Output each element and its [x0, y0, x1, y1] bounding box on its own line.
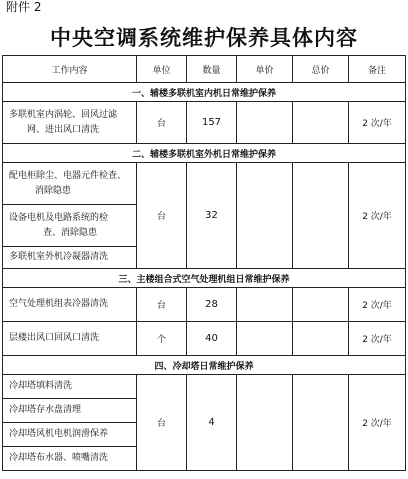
unit-cell: 台 [137, 375, 187, 471]
work-item-line: 冷却塔布水器、喷嘴清洗 [9, 453, 109, 463]
work-item [3, 288, 137, 322]
work-item-line: 层楼出风口回风口清洗 [9, 333, 100, 343]
work-item-line: 查、消除隐患 [43, 227, 98, 238]
remarks-cell: 2 次/年 [349, 102, 406, 144]
quantity-cell: 157 [187, 102, 237, 144]
section-heading: 三、主楼组合式空气处理机组日常维护保养 [3, 269, 406, 288]
unit-cell: 台 [137, 288, 187, 322]
unit-price-cell [237, 375, 293, 471]
quantity-cell: 40 [187, 322, 237, 356]
total-price-cell [293, 375, 349, 471]
work-item [3, 163, 137, 205]
work-item-line: 网、进出风口清洗 [27, 124, 100, 135]
quantity-cell: 28 [187, 288, 237, 322]
table-row [3, 375, 406, 399]
table-row [3, 163, 406, 205]
section-heading-row [3, 269, 406, 288]
unit-price-cell [237, 322, 293, 356]
work-item-line: 设备电机及电路系统的检 [9, 212, 109, 223]
work-item [3, 399, 137, 423]
work-item-line: 冷却塔风机电机润滑保养 [9, 429, 109, 439]
header-total-price: 总价 [293, 56, 349, 83]
remarks-cell: 2 次/年 [349, 163, 406, 269]
document-title: 中央空调系统维护保养具体内容 [50, 26, 358, 50]
remarks-cell: 2 次/年 [349, 375, 406, 471]
work-item-line: 空气处理机组表冷器清洗 [9, 299, 109, 309]
work-item-line: 多联机室内涡轮、回风过滤 [9, 109, 118, 120]
work-item-line: 冷却塔存水盘清理 [9, 405, 82, 415]
section-heading: 四、冷却塔日常维护保养 [3, 356, 406, 375]
quantity-cell: 32 [187, 163, 237, 269]
total-price-cell [293, 163, 349, 269]
maintenance-table [2, 55, 406, 471]
remarks-cell: 2 次/年 [349, 322, 406, 356]
work-item [3, 322, 137, 356]
total-price-cell [293, 102, 349, 144]
header-row [3, 56, 406, 83]
total-price-cell [293, 322, 349, 356]
unit-cell: 台 [137, 102, 187, 144]
unit-price-cell [237, 102, 293, 144]
unit-cell: 个 [137, 322, 187, 356]
work-item-line: 配电柜除尘、电器元件检查、 [9, 170, 127, 181]
header-remarks: 备注 [349, 56, 406, 83]
section-heading: 一、辅楼多联机室内机日常维护保养 [3, 83, 406, 102]
header-work-content: 工作内容 [3, 56, 137, 83]
work-item-line: 消除隐患 [35, 185, 72, 196]
table-row [3, 288, 406, 322]
work-item [3, 375, 137, 399]
work-item [3, 423, 137, 447]
work-item [3, 205, 137, 247]
header-unit-price: 单价 [237, 56, 293, 83]
header-unit: 单位 [137, 56, 187, 83]
attachment-label: 附件 2 [6, 0, 42, 14]
work-item [3, 447, 137, 471]
unit-cell: 台 [137, 163, 187, 269]
header-quantity: 数量 [187, 56, 237, 83]
section-heading-row [3, 83, 406, 102]
work-item [3, 102, 137, 144]
work-item-line: 冷却塔填料清洗 [9, 381, 73, 391]
table-row [3, 322, 406, 356]
unit-price-cell [237, 163, 293, 269]
section-heading: 二、辅楼多联机室外机日常维护保养 [3, 144, 406, 163]
work-item-line: 多联机室外机冷凝器清洗 [9, 252, 109, 262]
table-row [3, 102, 406, 144]
unit-price-cell [237, 288, 293, 322]
work-item [3, 247, 137, 269]
remarks-cell: 2 次/年 [349, 288, 406, 322]
quantity-cell: 4 [187, 375, 237, 471]
total-price-cell [293, 288, 349, 322]
section-heading-row [3, 144, 406, 163]
section-heading-row [3, 356, 406, 375]
